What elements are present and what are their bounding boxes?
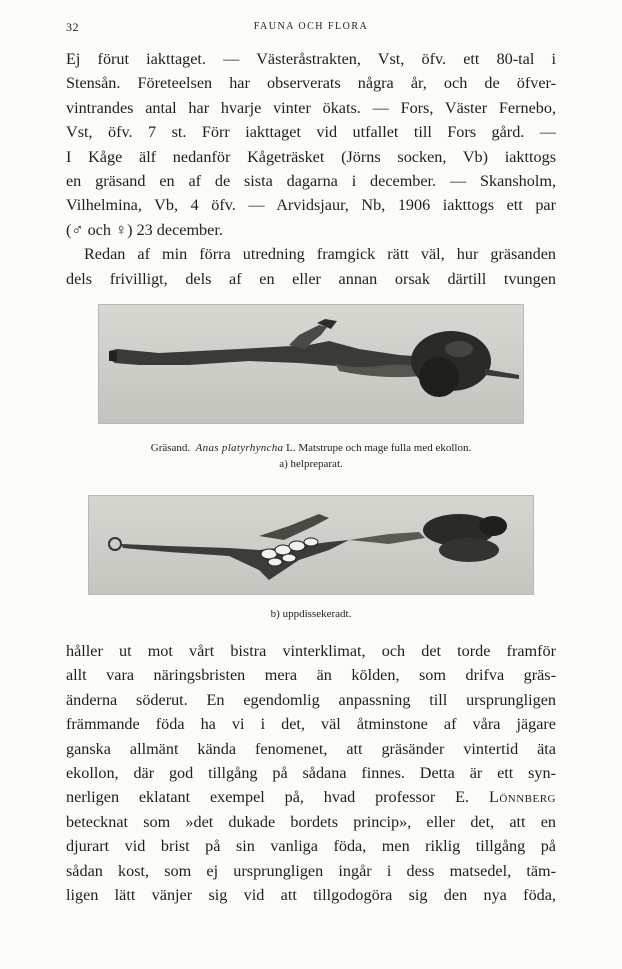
text-line: dels frivilligt, dels af en eller annan orsak därtill tvungen (66, 269, 556, 288)
text-block-bottom (66, 639, 556, 907)
caption-prefix: Gräsand. (150, 442, 191, 454)
text-line: (♂ och ♀) 23 december. (66, 220, 223, 239)
text-line: Vst, öfv. 7 st. Förr iakttaget vid utfallet till Fors gård. — (66, 123, 556, 142)
text-line: Vilhelmina, Vb, 4 öfv. — Arvidsjaur, Nb, 1906 iakttogs ett par (66, 196, 556, 215)
esophagus-gizzard-photo (99, 305, 523, 423)
text-line: håller ut mot vårt bistra vinterklimat, och det torde framför (66, 642, 556, 660)
text-line: ekollon, där god tillgång på sådana finnes. Detta är ett syn- (66, 763, 556, 782)
text-line: djurart vid brist på sin vanliga föda, men riklig tillgång på (66, 837, 556, 856)
figure2-caption: b) uppdissekeradt. (270, 608, 352, 620)
caption-rest: L. Matstrupe och mage fulla med ekollon. (286, 442, 472, 454)
caption-species: Anas platyrhyncha (195, 442, 284, 454)
text-line: vintrandes antal har hvarje vinter ökats. — Fors, Väster Fernebo, (66, 98, 556, 117)
figure1-subcaption: a) helpreparat. (279, 458, 343, 470)
dissected-photo (89, 496, 533, 594)
text-block-top (66, 47, 556, 291)
text-line: Redan af min förra utredning framgick rätt väl, hur gräsanden (84, 245, 556, 264)
figure1-caption (66, 440, 556, 456)
figure-dissected-specimen (88, 495, 534, 595)
text-line: främmande föda ha vi i det, väl åtminstone af våra jägare (66, 715, 556, 734)
text-line: allt vara näringsbristen mera än kölden, som drifva gräs- (66, 666, 556, 685)
text-line: ligen lätt vänjer sig vid att tillgodogöra sig den nya föda, (66, 885, 556, 904)
text-line: I Kåge älf nedanför Kågeträsket (Jörns socken, Vb) iakttogs (66, 147, 556, 166)
page-header (66, 20, 556, 36)
text-line: en gräsand en af de sista dagarna i december. — Skansholm, (66, 171, 556, 190)
text-line: ganska allmänt kända fenomenet, att gräsänder vintertid äta (66, 739, 556, 758)
text-segment: nerligen eklatant exempel på, hvad professor E. (66, 788, 470, 807)
figure-whole-specimen (98, 304, 524, 424)
running-title: FAUNA OCH FLORA (253, 21, 369, 32)
text-line-with-name (66, 785, 556, 809)
text-line: Ej förut iakttaget. — Västeråstrakten, Vst, öfv. ett 80-tal i (66, 50, 556, 68)
text-line: Stensån. Företeelsen har observerats några år, och de öfver- (66, 74, 556, 93)
text-line: sådan kost, som ej ursprungligen ingår i dess matsedel, täm- (66, 861, 556, 880)
page-number: 32 (66, 20, 79, 34)
text-line: betecknat som »det dukade bordets princip», eller det, att en (66, 812, 556, 831)
author-name: Lönnberg (488, 788, 556, 807)
text-line: änderna söderut. En egendomlig anpassning till ursprungligen (66, 690, 556, 709)
